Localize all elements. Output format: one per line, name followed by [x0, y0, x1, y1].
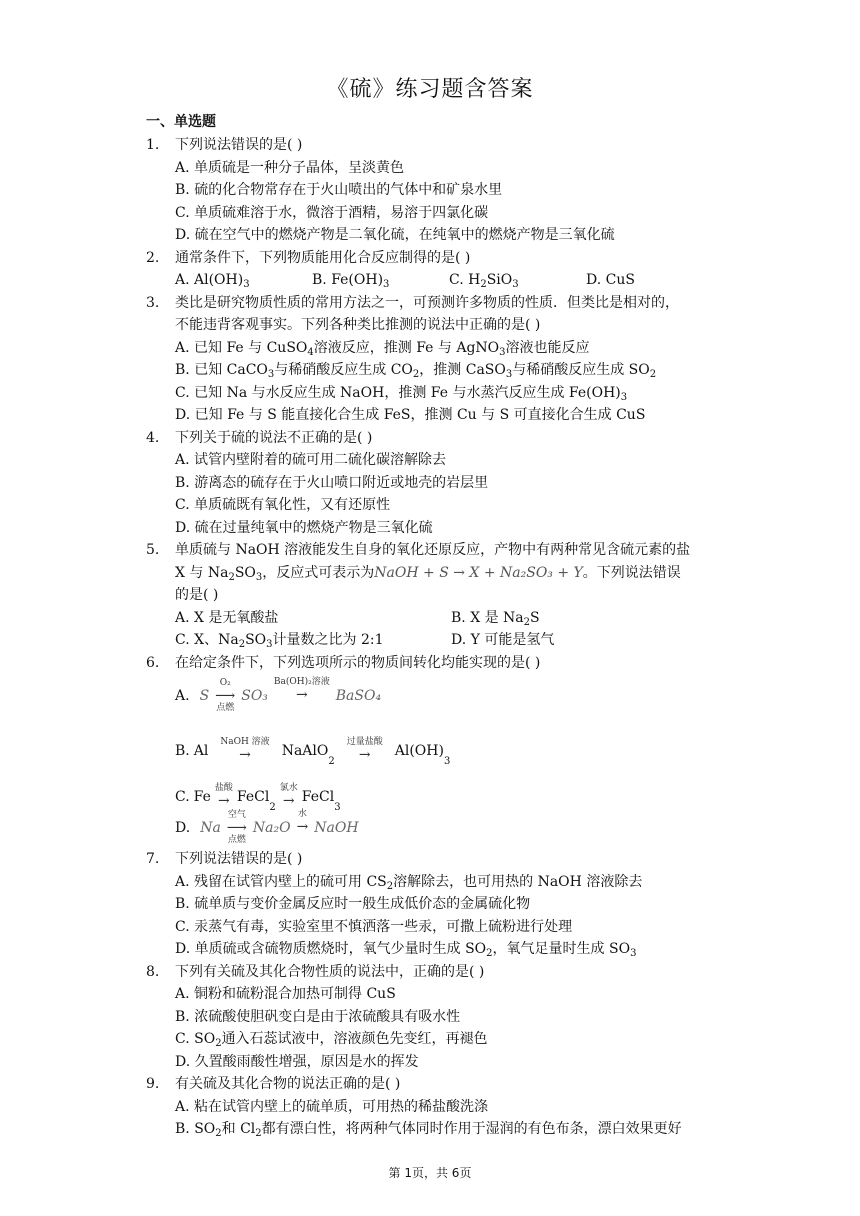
option-c: C. X、$Na_2SO_3$计量数之比为 2:1 — [175, 632, 384, 650]
question-stem: 有关硫及其化合物的说法正确的是( ) — [175, 1076, 401, 1092]
question-number: 6. — [146, 654, 160, 671]
question-1 — [146, 134, 746, 157]
question-number: 1. — [146, 137, 160, 153]
option-c: C. 单质硫难溶于水，微溶于酒精，易溶于四氯化碳 — [175, 204, 489, 221]
question-4 — [146, 427, 746, 450]
option-a: A. 残留在试管内壁上的硫可用 $CS_2$溶解除去，也可用热的 NaOH 溶液除去 — [175, 873, 643, 892]
option-b: B. 游离态的硫存在于火山喷口附近或地壳的岩层里 — [175, 474, 489, 491]
option-d: D. Na 空气 ⟶ 点燃 Na₂O 水 → NaOH — [175, 808, 359, 845]
option-b: B. Al NaOH 溶液 → NaAlO 2 过量盐酸 → Al(OH) 3 — [175, 737, 451, 767]
option-c: C. Fe 盐酸 → FeCl 2 氯水 → FeCl 3 — [175, 783, 341, 813]
option-d: D. 硫在空气中的燃烧产物是二氧化硫，在纯氧中的燃烧产物是三氧化硫 — [175, 227, 615, 243]
option-d: D. CuS — [586, 272, 635, 288]
option-c: C. 单质硫既有氧化性，又有还原性 — [175, 497, 391, 513]
option-a: A. 粘在试管内壁上的硫单质，可用热的稀盐酸洗涤 — [175, 1098, 489, 1115]
option-a: A. 铜粉和硫粉混合加热可制得 CuS — [175, 986, 396, 1002]
option-d: D. 单质硫或含硫物质燃烧时，氧气少量时生成 $SO_2$，氧气足量时生成 $SO_3$ — [175, 941, 637, 959]
option-d: D. Y 可能是氢气 — [451, 632, 555, 648]
options-row — [146, 629, 746, 652]
option-b: B. $SO_2$和 $Cl_2$都有漂白性，将两种气体同时作用于湿润的有色布条，漂白效果更好 — [175, 1121, 682, 1139]
question-stem: 下列关于硫的说法不正确的是( ) — [175, 429, 373, 446]
question-list — [146, 134, 746, 1141]
option-c: C. $SO_2$通入石蕊试液中，溶液颜色先变红，再褪色 — [175, 1031, 488, 1049]
reaction-equation: NaOH + S → X + Na₂SO₃ + Y — [374, 564, 583, 581]
option-a: A. $Al(OH)_3$ — [175, 272, 250, 290]
question-number: 4. — [146, 429, 160, 446]
option-d: D. 久置酸雨酸性增强，原因是水的挥发 — [175, 1053, 419, 1070]
question-number: 3. — [146, 294, 160, 311]
question-3 — [146, 292, 746, 337]
option-b: B. 浓硫酸使胆矾变白是由于浓硫酸具有吸水性 — [175, 1008, 461, 1025]
option-a: A. 试管内壁附着的硫可用二硫化碳溶解除去 — [175, 452, 447, 468]
page-title: 《硫》练习题含答案 — [326, 77, 534, 102]
options-row — [146, 607, 746, 630]
question-number: 8. — [146, 963, 160, 980]
question-number: 7. — [146, 851, 160, 867]
option-d: D. 已知 Fe 与 S 能直接化合生成 FeS，推测 Cu 与 S 可直接化合生成 CuS — [175, 407, 646, 423]
option-b: B. 硫的化合物常存在于火山喷出的气体中和矿泉水里 — [175, 182, 503, 198]
question-stem: 下列有关硫及其化合物性质的说法中，正确的是( ) — [175, 963, 485, 980]
question-stem: 下列说法错误的是( ) — [175, 851, 303, 867]
option-a: A. X 是无氧酸盐 — [175, 609, 279, 626]
page-footer: 第 1页，共 6页 — [388, 1166, 472, 1180]
option-c: C. 汞蒸气有毒，实验室里不慎洒落一些汞，可撒上硫粉进行处理 — [175, 918, 573, 935]
options-row — [146, 269, 746, 292]
option-b: B. X 是 $Na_2S$ — [451, 609, 540, 628]
option-a: A. 单质硫是一种分子晶体，呈淡黄色 — [175, 159, 405, 176]
question-stem: 单质硫与 NaOH 溶液能发生自身的氧化还原反应，产物中有两种常见含硫元素的盐 X 与 $Na_2SO_3$，反应式可表示为NaOH + S → X + Na₂SO₃ + Y。下列说法错误 的是( ) — [175, 542, 691, 603]
question-5 — [146, 539, 746, 607]
option-b: B. $Fe(OH)_3$ — [312, 272, 390, 290]
question-stem: 在给定条件下，下列选项所示的物质间转化均能实现的是( ) — [175, 654, 541, 671]
question-6 — [146, 652, 746, 675]
question-7 — [146, 848, 746, 871]
question-stem: 通常条件下，下列物质能用化合反应制得的是( ) — [175, 249, 471, 266]
option-a: A. 已知 Fe 与 CuSO$_4$溶液反应，推测 Fe 与 AgNO$_3$溶液也能反应 — [175, 339, 590, 358]
question-number: 2. — [146, 249, 160, 266]
section-heading: 一、单选题 — [146, 114, 216, 130]
option-d: D. 硫在过量纯氧中的燃烧产物是三氧化硫 — [175, 519, 433, 536]
option-c: C. 已知 Na 与水反应生成 NaOH，推测 Fe 与水蒸汽反应生成 $Fe(OH)_3$ — [175, 384, 628, 403]
question-stem: 类比是研究物质性质的常用方法之一，可预测许多物质的性质．但类比是相对的， 不能违背客观事实。下列各种类比推测的说法中正确的是( ) — [175, 294, 679, 333]
question-stem: 下列说法错误的是( ) — [175, 137, 303, 153]
question-9 — [146, 1073, 746, 1096]
option-c: C. $H_2SiO_3$ — [449, 272, 519, 290]
option-b: B. 硫单质与变价金属反应时一般生成低价态的金属硫化物 — [175, 896, 531, 912]
option-a: A. S O₂ ⟶ 点燃 SO₃ Ba(OH)₂溶液 → BaSO₄ — [175, 676, 382, 713]
question-2 — [146, 247, 746, 270]
question-number: 9. — [146, 1076, 160, 1092]
option-b: B. 已知 CaCO$_3$与稀硝酸反应生成 $CO_2$，推测 CaSO$_3$与稀硝酸反应生成 $SO_2$ — [175, 362, 657, 380]
question-number: 5. — [146, 542, 160, 558]
question-8 — [146, 961, 746, 984]
